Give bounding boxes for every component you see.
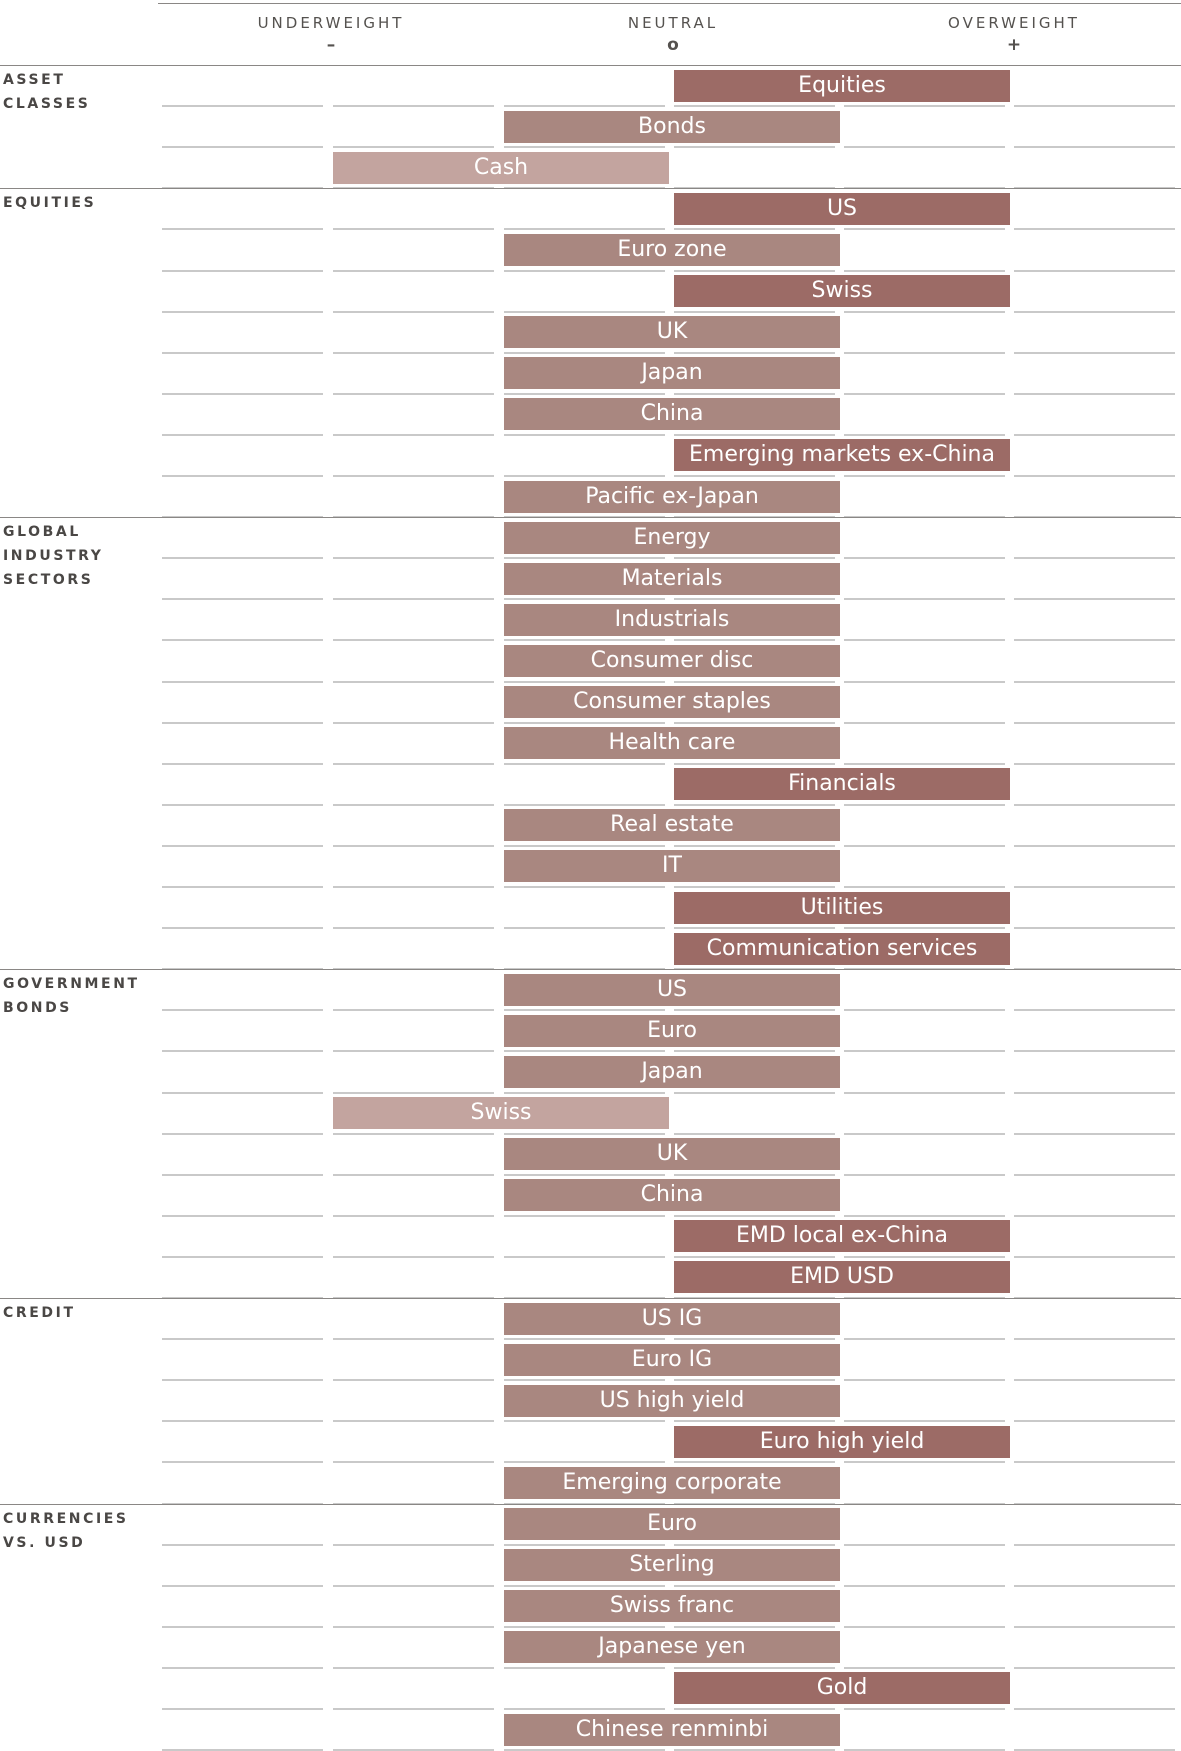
grid-line [504, 393, 665, 395]
grid-line [674, 228, 835, 230]
grid-line [844, 1256, 1005, 1258]
grid-line [674, 804, 835, 806]
grid-line [162, 886, 323, 888]
grid-line [1014, 763, 1175, 765]
grid-line [162, 598, 323, 600]
grid-line [674, 927, 835, 929]
grid-line [333, 228, 494, 230]
grid-line [674, 681, 835, 683]
grid-line [504, 886, 665, 888]
grid-line [1014, 393, 1175, 395]
overweight-symbol: + [1006, 35, 1022, 55]
grid-line [674, 886, 835, 888]
group-separator [0, 65, 1181, 66]
grid-line [162, 1667, 323, 1669]
grid-line [333, 1174, 494, 1176]
grid-line [162, 1544, 323, 1546]
grid-line [162, 1585, 323, 1587]
grid-line [674, 1174, 835, 1176]
position-bar: US high yield [504, 1385, 840, 1417]
grid-line [1014, 598, 1175, 600]
grid-line [504, 146, 665, 148]
grid-line [1014, 1585, 1175, 1587]
grid-line [162, 146, 323, 148]
grid-line [333, 1133, 494, 1135]
position-bar: Real estate [504, 809, 840, 841]
position-bar: Swiss [333, 1097, 669, 1129]
underweight-symbol: – [326, 35, 336, 55]
grid-line [844, 1626, 1005, 1628]
grid-line [674, 1585, 835, 1587]
grid-line [844, 598, 1005, 600]
grid-line [333, 1092, 494, 1094]
grid-line [1014, 1708, 1175, 1710]
grid-line [1014, 1256, 1175, 1258]
position-bar: Euro IG [504, 1344, 840, 1376]
grid-line [844, 1585, 1005, 1587]
grid-line [333, 557, 494, 559]
grid-line [162, 1461, 323, 1463]
position-bar: Health care [504, 727, 840, 759]
grid-line [844, 804, 1005, 806]
grid-line [1014, 228, 1175, 230]
grid-line [844, 434, 1005, 436]
grid-line [162, 311, 323, 313]
grid-line [1014, 1461, 1175, 1463]
grid-line [333, 270, 494, 272]
grid-line [674, 1379, 835, 1381]
grid-line [162, 1092, 323, 1094]
grid-line [1014, 886, 1175, 888]
grid-line [504, 845, 665, 847]
grid-line [162, 804, 323, 806]
grid-line [333, 393, 494, 395]
grid-line [844, 1050, 1005, 1052]
grid-line [162, 105, 323, 107]
grid-line [162, 270, 323, 272]
grid-line [1014, 681, 1175, 683]
grid-line [504, 927, 665, 929]
neutral-header: NEUTRAL [627, 14, 719, 32]
grid-line [504, 681, 665, 683]
grid-line [674, 1544, 835, 1546]
position-bar: Euro zone [504, 234, 840, 266]
grid-line [844, 722, 1005, 724]
position-bar: Japan [504, 1056, 840, 1088]
grid-line [162, 845, 323, 847]
position-bar: Swiss franc [504, 1590, 840, 1622]
grid-line [844, 886, 1005, 888]
grid-line [162, 1009, 323, 1011]
grid-line [333, 598, 494, 600]
grid-line [1014, 639, 1175, 641]
grid-line [1014, 311, 1175, 313]
grid-line [674, 1461, 835, 1463]
grid-line [1014, 270, 1175, 272]
grid-line [1014, 1174, 1175, 1176]
position-bar: China [504, 1179, 840, 1211]
grid-line [333, 1708, 494, 1710]
grid-line [844, 1174, 1005, 1176]
neutral-symbol: o [667, 35, 679, 55]
grid-line [504, 639, 665, 641]
grid-line [333, 845, 494, 847]
grid-line [844, 1667, 1005, 1669]
grid-line [674, 1338, 835, 1340]
grid-line [333, 1379, 494, 1381]
grid-line [674, 763, 835, 765]
grid-line [844, 1544, 1005, 1546]
grid-line [844, 228, 1005, 230]
grid-line [844, 639, 1005, 641]
grid-line [504, 1420, 665, 1422]
grid-line [844, 763, 1005, 765]
grid-line [333, 1420, 494, 1422]
grid-line [674, 1092, 835, 1094]
grid-line [1014, 1667, 1175, 1669]
grid-line [674, 845, 835, 847]
grid-line [844, 1420, 1005, 1422]
grid-line [333, 804, 494, 806]
position-bar: EMD USD [674, 1261, 1010, 1293]
position-bar: IT [504, 850, 840, 882]
grid-line [504, 270, 665, 272]
grid-line [162, 475, 323, 477]
group-label: GOVERNMENT BONDS [3, 976, 140, 1016]
grid-line [1014, 1133, 1175, 1135]
position-bar: Equities [674, 70, 1010, 102]
grid-line [333, 352, 494, 354]
grid-line [844, 1215, 1005, 1217]
grid-line [504, 763, 665, 765]
grid-line [504, 722, 665, 724]
group-separator [0, 1504, 1181, 1505]
position-bar: Japanese yen [504, 1631, 840, 1663]
position-bar: UK [504, 316, 840, 348]
grid-line [1014, 1379, 1175, 1381]
grid-line [674, 475, 835, 477]
grid-line [162, 927, 323, 929]
grid-line [844, 1708, 1005, 1710]
grid-line [674, 1256, 835, 1258]
grid-line [1014, 1420, 1175, 1422]
grid-line [162, 722, 323, 724]
grid-line [844, 927, 1005, 929]
grid-line [674, 1420, 835, 1422]
grid-line [333, 1215, 494, 1217]
grid-line [162, 1626, 323, 1628]
grid-line [162, 352, 323, 354]
grid-line [504, 1461, 665, 1463]
grid-line [844, 475, 1005, 477]
position-bar: Materials [504, 563, 840, 595]
grid-line [844, 146, 1005, 148]
grid-line [162, 639, 323, 641]
grid-line [162, 1338, 323, 1340]
group-label: CURRENCIES VS. USD [3, 1511, 129, 1551]
grid-line [333, 105, 494, 107]
grid-line [504, 105, 665, 107]
position-bar: Industrials [504, 604, 840, 636]
grid-line [844, 393, 1005, 395]
grid-line [333, 146, 494, 148]
grid-line [674, 146, 835, 148]
grid-line [844, 1092, 1005, 1094]
grid-line [1014, 1092, 1175, 1094]
grid-line [162, 393, 323, 395]
position-bar: Communication services [674, 933, 1010, 965]
grid-line [504, 352, 665, 354]
grid-line [333, 434, 494, 436]
grid-line [1014, 1338, 1175, 1340]
grid-line [333, 1050, 494, 1052]
position-bar: Emerging corporate [504, 1467, 840, 1499]
grid-line [333, 1009, 494, 1011]
grid-line [844, 352, 1005, 354]
grid-line [162, 557, 323, 559]
grid-line [504, 1133, 665, 1135]
grid-line [504, 311, 665, 313]
grid-line [504, 475, 665, 477]
grid-line [504, 228, 665, 230]
group-separator [0, 1298, 1181, 1299]
grid-line [504, 1626, 665, 1628]
group-label: EQUITIES [3, 195, 97, 211]
grid-line [504, 804, 665, 806]
position-bar: Utilities [674, 892, 1010, 924]
grid-line [674, 393, 835, 395]
grid-line [1014, 475, 1175, 477]
grid-line [844, 845, 1005, 847]
position-bar: Sterling [504, 1549, 840, 1581]
position-bar: Japan [504, 357, 840, 389]
grid-line [674, 270, 835, 272]
grid-line [333, 1626, 494, 1628]
position-bar: Euro [504, 1015, 840, 1047]
grid-line [162, 1050, 323, 1052]
group-label: GLOBAL INDUSTRY SECTORS [3, 524, 104, 588]
position-bar: Energy [504, 522, 840, 554]
position-bar: US IG [504, 1303, 840, 1335]
grid-line [162, 681, 323, 683]
grid-line [162, 228, 323, 230]
grid-line [674, 722, 835, 724]
grid-line [162, 1256, 323, 1258]
grid-line [333, 1338, 494, 1340]
position-bar: China [504, 398, 840, 430]
grid-line [1014, 1626, 1175, 1628]
position-bar: Pacific ex-Japan [504, 481, 840, 513]
grid-line [333, 311, 494, 313]
grid-line [504, 1544, 665, 1546]
grid-line [333, 1667, 494, 1669]
grid-line [1014, 722, 1175, 724]
position-bar: Consumer staples [504, 686, 840, 718]
grid-line [333, 475, 494, 477]
grid-line [504, 1215, 665, 1217]
grid-line [1014, 557, 1175, 559]
grid-line [844, 105, 1005, 107]
position-bar: Financials [674, 768, 1010, 800]
grid-line [333, 1585, 494, 1587]
grid-line [1014, 352, 1175, 354]
grid-line [504, 1174, 665, 1176]
grid-line [844, 1461, 1005, 1463]
grid-line [844, 557, 1005, 559]
position-bar: Euro [504, 1508, 840, 1540]
grid-line [1014, 1009, 1175, 1011]
grid-line [674, 598, 835, 600]
position-bar: Chinese renminbi [504, 1714, 840, 1746]
position-bar: Cash [333, 152, 669, 184]
grid-line [504, 434, 665, 436]
grid-line [162, 434, 323, 436]
grid-line [1014, 845, 1175, 847]
grid-line [504, 1667, 665, 1669]
grid-line [333, 927, 494, 929]
grid-line [674, 1009, 835, 1011]
grid-line [333, 1461, 494, 1463]
grid-line [844, 1009, 1005, 1011]
grid-line [844, 270, 1005, 272]
grid-line [844, 311, 1005, 313]
grid-line [674, 1708, 835, 1710]
grid-line [504, 598, 665, 600]
grid-line [1014, 1050, 1175, 1052]
position-bar: Bonds [504, 111, 840, 143]
position-bar: UK [504, 1138, 840, 1170]
group-label: ASSET CLASSES [3, 72, 91, 112]
grid-line [674, 1050, 835, 1052]
grid-line [504, 1338, 665, 1340]
grid-line [333, 681, 494, 683]
position-bar: Consumer disc [504, 645, 840, 677]
grid-line [504, 1708, 665, 1710]
grid-line [504, 1009, 665, 1011]
grid-line [333, 1544, 494, 1546]
position-bar: US [674, 193, 1010, 225]
overweight-header: OVERWEIGHT [948, 14, 1080, 32]
group-separator [0, 969, 1181, 970]
grid-line [504, 1050, 665, 1052]
underweight-header: UNDERWEIGHT [257, 14, 405, 32]
grid-line [504, 1256, 665, 1258]
grid-line [844, 1133, 1005, 1135]
grid-line [162, 1708, 323, 1710]
group-label: CREDIT [3, 1305, 76, 1321]
grid-line [1014, 1215, 1175, 1217]
grid-line [333, 722, 494, 724]
grid-line [674, 1626, 835, 1628]
grid-line [674, 1215, 835, 1217]
grid-line [1014, 434, 1175, 436]
position-bar: Gold [674, 1672, 1010, 1704]
grid-line [1014, 105, 1175, 107]
grid-line [1014, 804, 1175, 806]
grid-line [333, 1256, 494, 1258]
grid-line [674, 1133, 835, 1135]
grid-line [504, 1379, 665, 1381]
position-bar: Euro high yield [674, 1426, 1010, 1458]
grid-line [162, 1133, 323, 1135]
grid-line [504, 557, 665, 559]
grid-line [844, 681, 1005, 683]
grid-line [1014, 1544, 1175, 1546]
grid-line [674, 1667, 835, 1669]
grid-line [1014, 927, 1175, 929]
grid-line [162, 763, 323, 765]
grid-line [674, 557, 835, 559]
position-bar: Emerging markets ex-China [674, 439, 1010, 471]
grid-line [504, 1585, 665, 1587]
grid-line [162, 1420, 323, 1422]
grid-line [162, 1174, 323, 1176]
group-separator [0, 188, 1181, 189]
grid-line [333, 763, 494, 765]
position-bar: Swiss [674, 275, 1010, 307]
position-bar: US [504, 974, 840, 1006]
grid-line [1014, 146, 1175, 148]
group-separator [0, 517, 1181, 518]
grid-line [844, 1338, 1005, 1340]
grid-line [674, 434, 835, 436]
grid-line [674, 639, 835, 641]
grid-line [844, 1379, 1005, 1381]
grid-line [333, 886, 494, 888]
grid-line [674, 105, 835, 107]
grid-line [333, 639, 494, 641]
grid-line [674, 352, 835, 354]
position-bar: EMD local ex-China [674, 1220, 1010, 1252]
top-rule [158, 3, 1181, 4]
grid-line [674, 311, 835, 313]
grid-line [162, 1379, 323, 1381]
grid-line [162, 1215, 323, 1217]
grid-line [504, 1092, 665, 1094]
